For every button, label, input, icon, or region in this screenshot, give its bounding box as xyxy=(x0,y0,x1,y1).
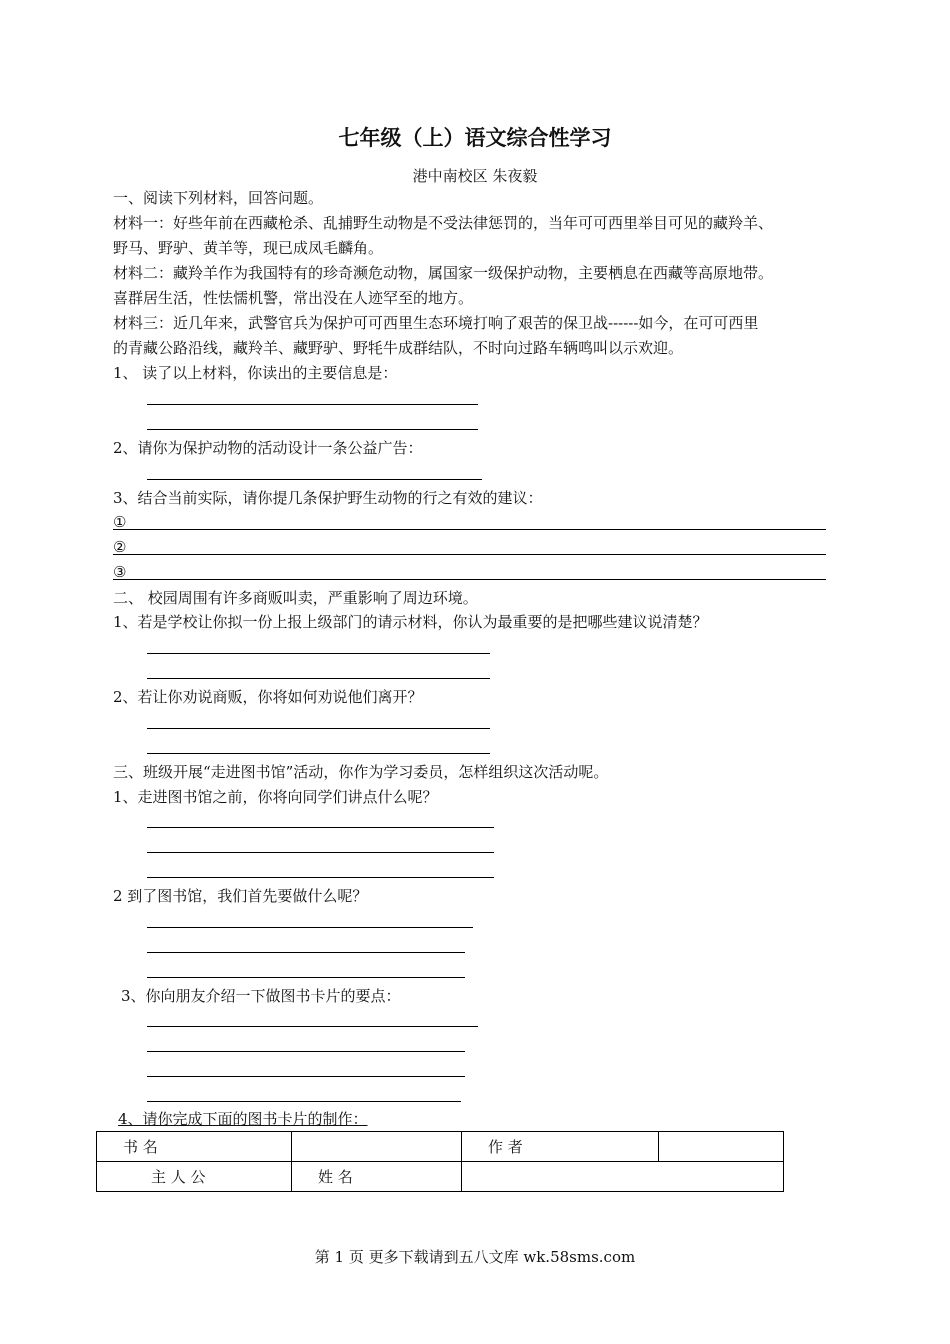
material1-line1: 材料一：好些年前在西藏枪杀、乱捕野生动物是不受法律惩罚的，当年可可西里举目可见的藏羚羊、 xyxy=(113,214,774,232)
material2-line1: 材料二：藏羚羊作为我国特有的珍奇濒危动物，属国家一级保护动物，主要栖息在西藏等高原地带。 xyxy=(113,264,774,282)
answer-line[interactable] xyxy=(147,653,490,654)
answer-line[interactable] xyxy=(113,554,826,555)
page-footer: 第 1 页 更多下载请到五八文库 wk.58sms.com xyxy=(314,1248,636,1266)
section1-heading: 一、阅读下列材料，回答问题。 xyxy=(113,189,324,207)
answer-line[interactable] xyxy=(147,1026,478,1027)
answer-line[interactable] xyxy=(147,827,494,828)
name-label: 姓 名 xyxy=(292,1162,462,1192)
answer-line[interactable] xyxy=(147,404,478,405)
author-cell[interactable] xyxy=(659,1132,784,1162)
answer-line[interactable] xyxy=(113,579,826,580)
section2-heading: 二、 校园周围有许多商贩叫卖，严重影响了周边环境。 xyxy=(113,589,478,607)
answer-line[interactable] xyxy=(147,952,465,953)
answer-line[interactable] xyxy=(147,977,465,978)
book-name-cell[interactable] xyxy=(292,1132,462,1162)
author-label: 作 者 xyxy=(462,1132,659,1162)
author-line: 港中南校区 朱夜毅 xyxy=(412,167,538,185)
material3-line2: 的青藏公路沿线，藏羚羊、藏野驴、野牦牛成群结队，不时向过路车辆鸣叫以示欢迎。 xyxy=(113,339,684,357)
name-cell[interactable] xyxy=(462,1162,784,1192)
s3-question-2: 2 到了图书馆，我们首先要做什么呢？ xyxy=(113,887,368,905)
answer-line[interactable] xyxy=(147,1101,461,1102)
s2-question-1: 1、若是学校让你拟一份上报上级部门的请示材料，你认为最重要的是把哪些建议说清楚？ xyxy=(113,613,708,631)
page-title: 七年级（上）语文综合性学习 xyxy=(338,125,612,150)
s3-question-3: 3、你向朋友介绍一下做图书卡片的要点： xyxy=(121,987,401,1005)
s1-question-2: 2、请你为保护动物的活动设计一条公益广告： xyxy=(113,439,423,457)
book-name-label: 书 名 xyxy=(97,1132,292,1162)
s1-question-1: 1、 读了以上材料，你读出的主要信息是： xyxy=(113,364,398,382)
answer-line[interactable] xyxy=(147,1076,465,1077)
suggestion-mark-1: ① xyxy=(113,513,127,531)
s3-question-4: 4、请你完成下面的图书卡片的制作： xyxy=(118,1110,368,1128)
suggestion-mark-2: ② xyxy=(113,538,127,556)
s3-question-1: 1、走进图书馆之前，你将向同学们讲点什么呢？ xyxy=(113,788,438,806)
answer-line[interactable] xyxy=(147,429,478,430)
material3-line1: 材料三：近几年来，武警官兵为保护可可西里生态环境打响了艰苦的保卫战------如今，在可可西里 xyxy=(113,314,759,332)
suggestion-mark-3: ③ xyxy=(113,563,127,581)
answer-line[interactable] xyxy=(147,877,494,878)
answer-line[interactable] xyxy=(113,529,826,530)
book-card-table xyxy=(96,1131,784,1192)
material1-line2: 野马、野驴、黄羊等，现已成凤毛麟角。 xyxy=(113,239,384,257)
answer-line[interactable] xyxy=(147,1051,465,1052)
protagonist-label: 主 人 公 xyxy=(97,1162,292,1192)
s1-question-3: 3、结合当前实际，请你提几条保护野生动物的行之有效的建议： xyxy=(113,489,543,507)
answer-line[interactable] xyxy=(147,479,482,480)
answer-line[interactable] xyxy=(147,728,490,729)
answer-line[interactable] xyxy=(147,927,473,928)
s2-question-2: 2、若让你劝说商贩，你将如何劝说他们离开？ xyxy=(113,688,423,706)
material2-line2: 喜群居生活，性怯懦机警，常出没在人迹罕至的地方。 xyxy=(113,289,474,307)
answer-line[interactable] xyxy=(147,852,494,853)
section3-heading: 三、班级开展“走进图书馆”活动，你作为学习委员，怎样组织这次活动呢。 xyxy=(113,763,609,781)
answer-line[interactable] xyxy=(147,678,490,679)
answer-line[interactable] xyxy=(147,753,490,754)
